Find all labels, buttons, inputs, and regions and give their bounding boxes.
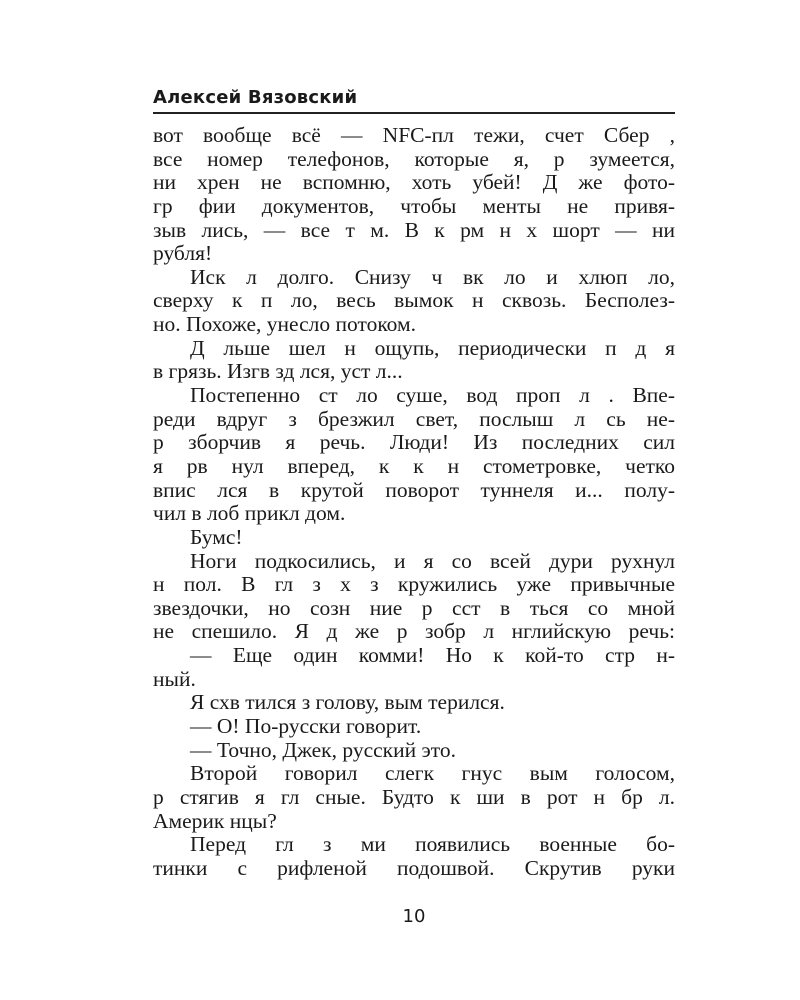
- text-line: но. Похоже, унесло потоком.: [153, 313, 416, 337]
- text-line: ный.: [153, 667, 196, 691]
- text-line: я рв нул вперед, к к н стометровке, четко: [153, 454, 675, 478]
- book-page: [153, 86, 675, 946]
- text-line: — Точно, Джек, русский это.: [190, 738, 456, 762]
- page-number: 10: [402, 906, 426, 927]
- text-line: Ноги подкосились, и я со всей дури рухнул: [190, 549, 675, 573]
- text-line: реди вдруг з брезжил свет, послыш л сь не-: [153, 407, 675, 431]
- text-line: вот вообще всё — NFC-пл тежи, счет Сбер ,: [153, 124, 675, 147]
- text-line: Иск л долго. Снизу ч вк ло и хлюп ло,: [190, 265, 675, 289]
- text-line: сверху к п ло, весь вымок н сквозь. Бесполез-: [153, 289, 675, 313]
- text-line: Америк нцы?: [153, 809, 277, 833]
- text-line: р зборчив я речь. Люди! Из последних сил: [153, 431, 675, 455]
- text-line: все номер телефонов, которые я, р зумеется,: [153, 147, 675, 171]
- text-line: — Еще один комми! Но к кой-то стр н-: [190, 644, 675, 668]
- text-line: чил в лоб прикл дом.: [153, 502, 346, 526]
- text-line: гр фии документов, чтобы менты не привя-: [153, 194, 675, 218]
- text-line: ни хрен не вспомню, хоть убей! Д же фото-: [153, 171, 675, 195]
- text-line: звездочки, но созн ние р сст в ться со мной: [153, 596, 675, 620]
- body-text: [153, 124, 675, 881]
- text-line: Постепенно ст ло суше, вод проп л . Впе-: [190, 384, 675, 408]
- text-line: рубля!: [153, 242, 213, 266]
- text-line: не спешило. Я д же р зобр л нглийскую речь:: [153, 620, 675, 644]
- text-line: р стягив я гл сные. Будто к ши в рот н бр л.: [153, 785, 675, 809]
- text-line: н пол. В гл з х з кружились уже привычные: [153, 573, 675, 597]
- text-line: Перед гл з ми появились военные бо-: [190, 833, 675, 857]
- text-line: Бумс!: [190, 525, 243, 549]
- text-line: Д льше шел н ощупь, периодически п д я: [190, 336, 675, 360]
- text-line: зыв лись, — все т м. В к рм н х шорт — ни: [153, 218, 675, 242]
- text-line: — О! По-русски говорит.: [190, 715, 422, 739]
- text-line: Я схв тился з голову, вым терился.: [190, 691, 505, 715]
- running-head-author: Алексей Вязовский: [153, 86, 675, 114]
- text-line: тинки с рифленой подошвой. Скрутив руки: [153, 856, 675, 880]
- text-line: Второй говорил слегк гнус вым голосом,: [190, 762, 675, 786]
- text-line: впис лся в крутой поворот туннеля и... полу-: [153, 478, 675, 502]
- text-line: в грязь. Изгв зд лся, уст л...: [153, 360, 403, 384]
